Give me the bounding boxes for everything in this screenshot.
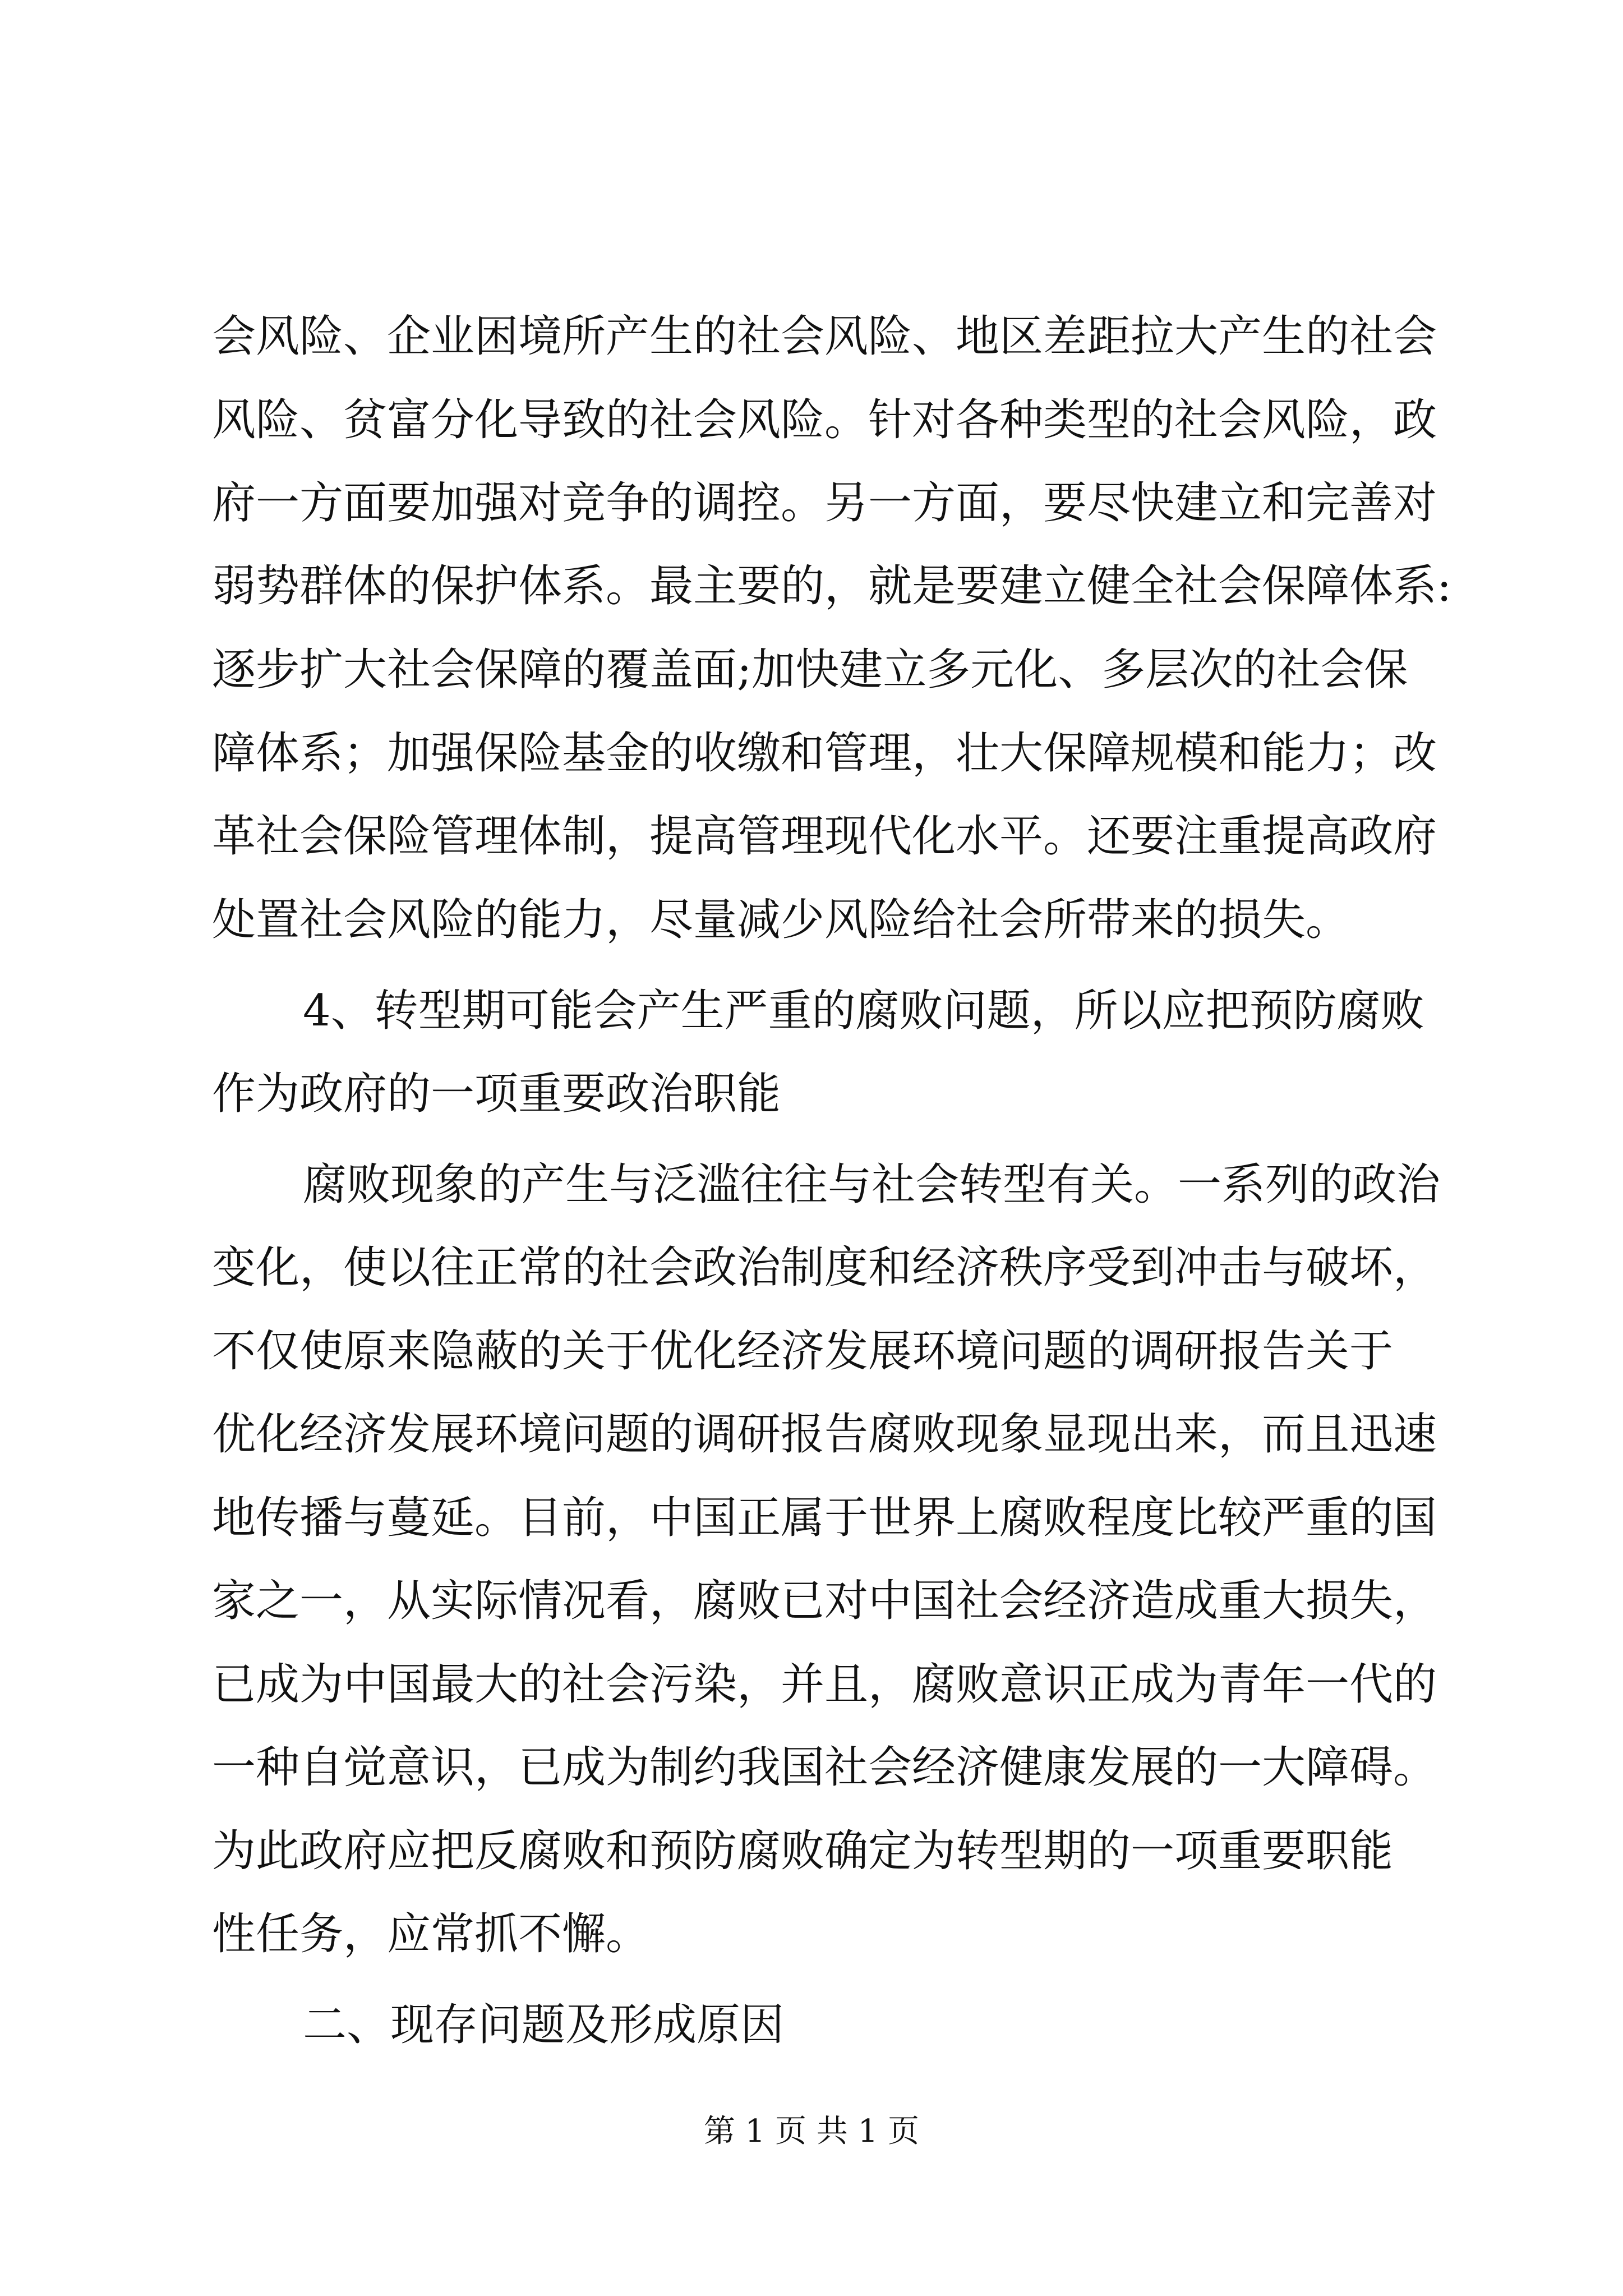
body-line: 为此政府应把反腐败和预防腐败确定为转型期的一项重要职能 [212, 1826, 1394, 1876]
body-line: 障体系；加强保险基金的收缴和管理，壮大保障规模和能力；改 [212, 728, 1437, 779]
section-heading-line: 4、转型期可能会产生严重的腐败问题，所以应把预防腐败 [303, 986, 1424, 1036]
body-line: 弱势群体的保护体系。最主要的，就是要建立健全社会保障体系: [212, 561, 1452, 611]
body-line: 优化经济发展环境问题的调研报告腐败现象显现出来，而且迅速 [212, 1409, 1437, 1460]
body-line: 不仅使原来隐蔽的关于优化经济发展环境问题的调研报告关于 [212, 1326, 1394, 1377]
body-line: 处置社会风险的能力，尽量减少风险给社会所带来的损失。 [212, 895, 1350, 945]
body-line: 已成为中国最大的社会污染，并且，腐败意识正成为青年一代的 [212, 1659, 1437, 1710]
page-number-footer: 第 1 页 共 1 页 [703, 2113, 920, 2150]
body-line: 变化，使以往正常的社会政治制度和经济秩序受到冲击与破坏， [212, 1243, 1437, 1293]
body-line: 腐败现象的产生与泛滥往往与社会转型有关。一系列的政治 [303, 1159, 1441, 1210]
body-line: 地传播与蔓延。目前，中国正属于世界上腐败程度比较严重的国 [212, 1493, 1437, 1543]
body-line: 一种自觉意识，已成为制约我国社会经济健康发展的一大障碍。 [212, 1742, 1437, 1793]
section-heading-line: 作为政府的一项重要政治职能 [212, 1069, 781, 1119]
body-line: 革社会保险管理体制，提高管理现代化水平。还要注重提高政府 [212, 811, 1437, 862]
body-line: 性任务，应常抓不懈。 [212, 1909, 650, 1959]
section-heading: 二、现存问题及形成原因 [303, 2000, 785, 2050]
body-line: 府一方面要加强对竞争的调控。另一方面，要尽快建立和完善对 [212, 478, 1437, 528]
body-line: 家之一，从实际情况看，腐败已对中国社会经济造成重大损失， [212, 1576, 1437, 1626]
body-line: 会风险、企业困境所产生的社会风险、地区差距拉大产生的社会 [212, 311, 1437, 362]
body-line: 风险、贫富分化导致的社会风险。针对各种类型的社会风险，政 [212, 395, 1437, 445]
body-line: 逐步扩大社会保障的覆盖面;加快建立多元化、多层次的社会保 [212, 645, 1408, 695]
